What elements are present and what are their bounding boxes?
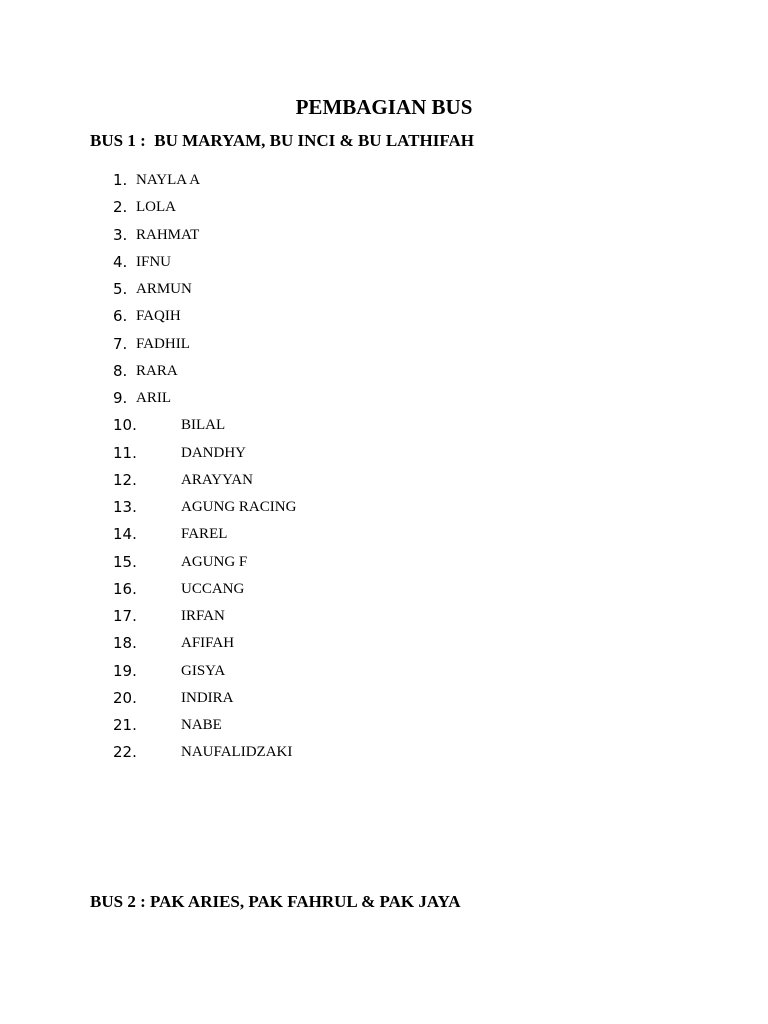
- list-item-number: 21.: [113, 716, 137, 734]
- list-item-number: 4.: [113, 252, 128, 271]
- passenger-name: NABE: [181, 717, 222, 733]
- passenger-name: ARAYYAN: [181, 471, 253, 488]
- list-item: [0, 195, 768, 222]
- list-item: [0, 631, 768, 658]
- list-item-number: 1.: [113, 171, 128, 189]
- list-item-number: 7.: [113, 334, 128, 353]
- list-item-number: 3.: [113, 225, 128, 244]
- list-item: [0, 577, 768, 604]
- list-item-number: 17.: [113, 607, 137, 625]
- passenger-name: LOLA: [136, 199, 176, 216]
- list-item: [0, 168, 768, 195]
- list-item: [0, 304, 768, 331]
- passenger-name: FAQIH: [136, 308, 181, 325]
- passenger-name: INDIRA: [181, 689, 234, 706]
- passenger-name: IFNU: [136, 253, 172, 270]
- bus-1-heading: BUS 1 : BU MARYAM, BU INCI & BU LATHIFAH: [90, 131, 474, 150]
- passenger-name: RAHMAT: [136, 226, 200, 243]
- list-item: [0, 713, 768, 740]
- list-item: [0, 277, 768, 304]
- passenger-name: NAYLA A: [136, 172, 201, 188]
- list-item-number: 14.: [113, 525, 137, 544]
- passenger-name: RARA: [136, 362, 178, 379]
- list-item: [0, 413, 768, 440]
- page-title: PEMBAGIAN BUS: [295, 95, 473, 119]
- list-item-number: 5.: [113, 280, 128, 298]
- list-item: [0, 550, 768, 577]
- list-item-number: 8.: [113, 361, 128, 380]
- passenger-name: BILAL: [181, 417, 226, 434]
- list-item-number: 18.: [113, 634, 137, 653]
- list-item-number: 20.: [113, 688, 137, 707]
- list-item: [0, 250, 768, 277]
- passenger-name: AFIFAH: [181, 635, 235, 652]
- list-item-number: 19.: [113, 661, 137, 680]
- list-item-number: 2.: [113, 198, 128, 217]
- list-item-number: 22.: [113, 743, 137, 762]
- list-item: [0, 441, 768, 468]
- passenger-name: NAUFALIDZAKI: [181, 744, 293, 761]
- list-item-number: 15.: [113, 552, 137, 571]
- list-item: [0, 359, 768, 386]
- bus-1-passenger-list: [0, 168, 768, 768]
- list-item: [0, 495, 768, 522]
- list-item: [0, 740, 768, 767]
- passenger-name: GISYA: [181, 662, 226, 679]
- list-item: [0, 604, 768, 631]
- list-item-number: 9.: [113, 389, 128, 407]
- bus-2-heading: BUS 2 : PAK ARIES, PAK FAHRUL & PAK JAYA: [90, 892, 461, 911]
- passenger-name: IRFAN: [181, 608, 225, 624]
- list-item: [0, 522, 768, 549]
- list-item: [0, 223, 768, 250]
- list-item: [0, 332, 768, 359]
- passenger-name: DANDHY: [181, 444, 246, 461]
- passenger-name: AGUNG RACING: [181, 499, 297, 515]
- list-item: [0, 659, 768, 686]
- list-item-number: 10.: [113, 416, 137, 435]
- list-item-number: 13.: [113, 498, 137, 516]
- list-item-number: 12.: [113, 470, 137, 489]
- passenger-name: AGUNG F: [181, 553, 248, 570]
- passenger-name: ARIL: [136, 390, 171, 406]
- passenger-name: FAREL: [181, 526, 228, 543]
- passenger-name: FADHIL: [136, 335, 190, 352]
- list-item: [0, 468, 768, 495]
- passenger-name: UCCANG: [181, 580, 245, 597]
- passenger-name: ARMUN: [136, 281, 192, 297]
- list-item: [0, 686, 768, 713]
- list-item-number: 6.: [113, 307, 128, 326]
- list-item-number: 16.: [113, 579, 137, 598]
- list-item-number: 11.: [113, 443, 137, 462]
- list-item: [0, 386, 768, 413]
